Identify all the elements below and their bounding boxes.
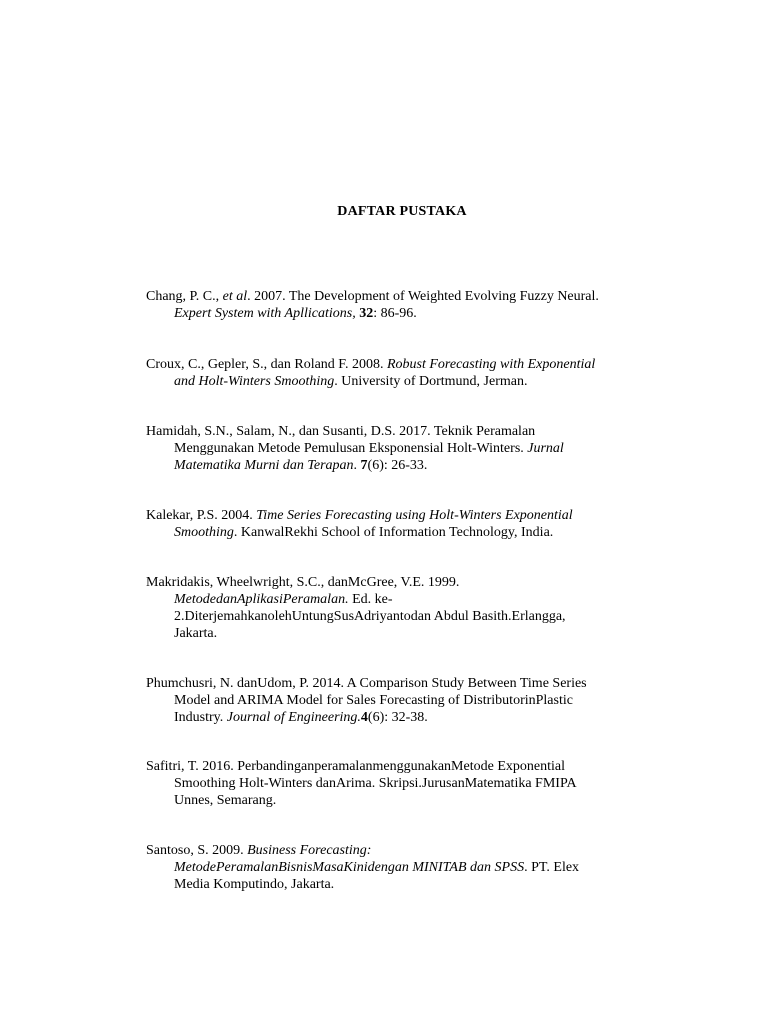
reference-entry (146, 423, 658, 474)
reference-text: Safitri, T. 2016. PerbandinganperamalanmenggunakanMetode Exponential (146, 759, 565, 774)
reference-text: . (353, 458, 361, 473)
reference-text: 7 (360, 458, 368, 473)
reference-text: Smoothing (174, 525, 234, 540)
reference-text: Time Series Forecasting using Holt-Winters Exponential (256, 508, 573, 523)
reference-text: Croux, C., Gepler, S., dan Roland F. 2008. (146, 357, 387, 372)
reference-line (146, 457, 658, 474)
reference-text: Model and ARIMA Model for Sales Forecasting of DistributorinPlastic (174, 693, 573, 708)
reference-text: et al (222, 289, 248, 304)
reference-text: 2.DiterjemahkanolehUntungSusAdriyantodan Abdul Basith.Erlangga, (174, 609, 566, 624)
reference-entry (146, 758, 658, 809)
reference-text: . University of Dortmund, Jerman. (334, 374, 528, 389)
reference-text: Unnes, Semarang. (174, 793, 277, 808)
reference-line (146, 524, 658, 541)
reference-line (146, 792, 658, 809)
reference-text: Chang, P. C., (146, 289, 223, 304)
reference-line (146, 675, 658, 692)
reference-text: (6): 32-38. (367, 710, 428, 725)
reference-line (146, 440, 658, 457)
reference-line (146, 775, 658, 792)
reference-text: Expert System with Apllications, (174, 306, 356, 321)
reference-line (146, 608, 658, 625)
reference-line (146, 591, 658, 608)
reference-line (146, 625, 658, 642)
reference-line (146, 356, 658, 373)
reference-line (146, 859, 658, 876)
reference-text: Jurnal (527, 441, 564, 456)
reference-line (146, 709, 658, 726)
reference-text: Robust Forecasting with Exponential (386, 357, 596, 372)
reference-text: . KanwalRekhi School of Information Technology, India. (233, 525, 554, 540)
reference-line (146, 507, 658, 524)
reference-text: Makridakis, Wheelwright, S.C., danMcGree, V.E. 1999. (146, 575, 460, 590)
reference-text: Menggunakan Metode Pemulusan Eksponensial Holt-Winters. (174, 441, 528, 456)
reference-text: Santoso, S. 2009. (146, 843, 248, 858)
reference-line (146, 288, 658, 305)
reference-text: and Holt-Winters Smoothing (174, 374, 335, 389)
reference-line (146, 758, 658, 775)
reference-entry (146, 675, 658, 726)
reference-line (146, 305, 658, 322)
reference-text: Industry. (174, 710, 227, 725)
reference-text: Hamidah, S.N., Salam, N., dan Susanti, D.S. 2017. Teknik Peramalan (146, 424, 536, 439)
reference-entry (146, 842, 658, 893)
reference-line (146, 574, 658, 591)
reference-text: Journal of Engineering. (226, 710, 361, 725)
reference-text: . PT. Elex (524, 860, 580, 875)
reference-line (146, 842, 658, 859)
reference-entry (146, 507, 658, 541)
reference-text: : 86-96. (373, 306, 417, 321)
reference-text: 4 (360, 710, 368, 725)
reference-entry (146, 574, 658, 642)
reference-entry (146, 288, 658, 322)
reference-entry (146, 356, 658, 390)
reference-text: Jakarta. (174, 626, 218, 641)
reference-text: Smoothing Holt-Winters danArima. Skripsi.JurusanMatematika FMIPA (174, 776, 577, 791)
reference-line (146, 692, 658, 709)
reference-text: MetodedanAplikasiPeramalan. (174, 592, 349, 607)
reference-text: (6): 26-33. (367, 458, 428, 473)
reference-text: 32 (359, 306, 374, 321)
reference-text: Business Forecasting: (247, 843, 372, 858)
reference-text: . 2007. The Development of Weighted Evolving Fuzzy Neural. (247, 289, 599, 304)
reference-text: Kalekar, P.S. 2004. (146, 508, 257, 523)
reference-text: Phumchusri, N. danUdom, P. 2014. A Comparison Study Between Time Series (146, 676, 587, 691)
page-title: DAFTAR PUSTAKA (337, 204, 467, 219)
reference-line (146, 876, 658, 893)
reference-text: Media Komputindo, Jakarta. (174, 877, 335, 892)
reference-line (146, 373, 658, 390)
reference-text: Ed. ke- (348, 592, 393, 607)
reference-text: Matematika Murni dan Terapan (174, 458, 354, 473)
reference-text: MetodePeramalanBisnisMasaKinidengan MINITAB dan SPSS (174, 860, 525, 875)
reference-line (146, 423, 658, 440)
